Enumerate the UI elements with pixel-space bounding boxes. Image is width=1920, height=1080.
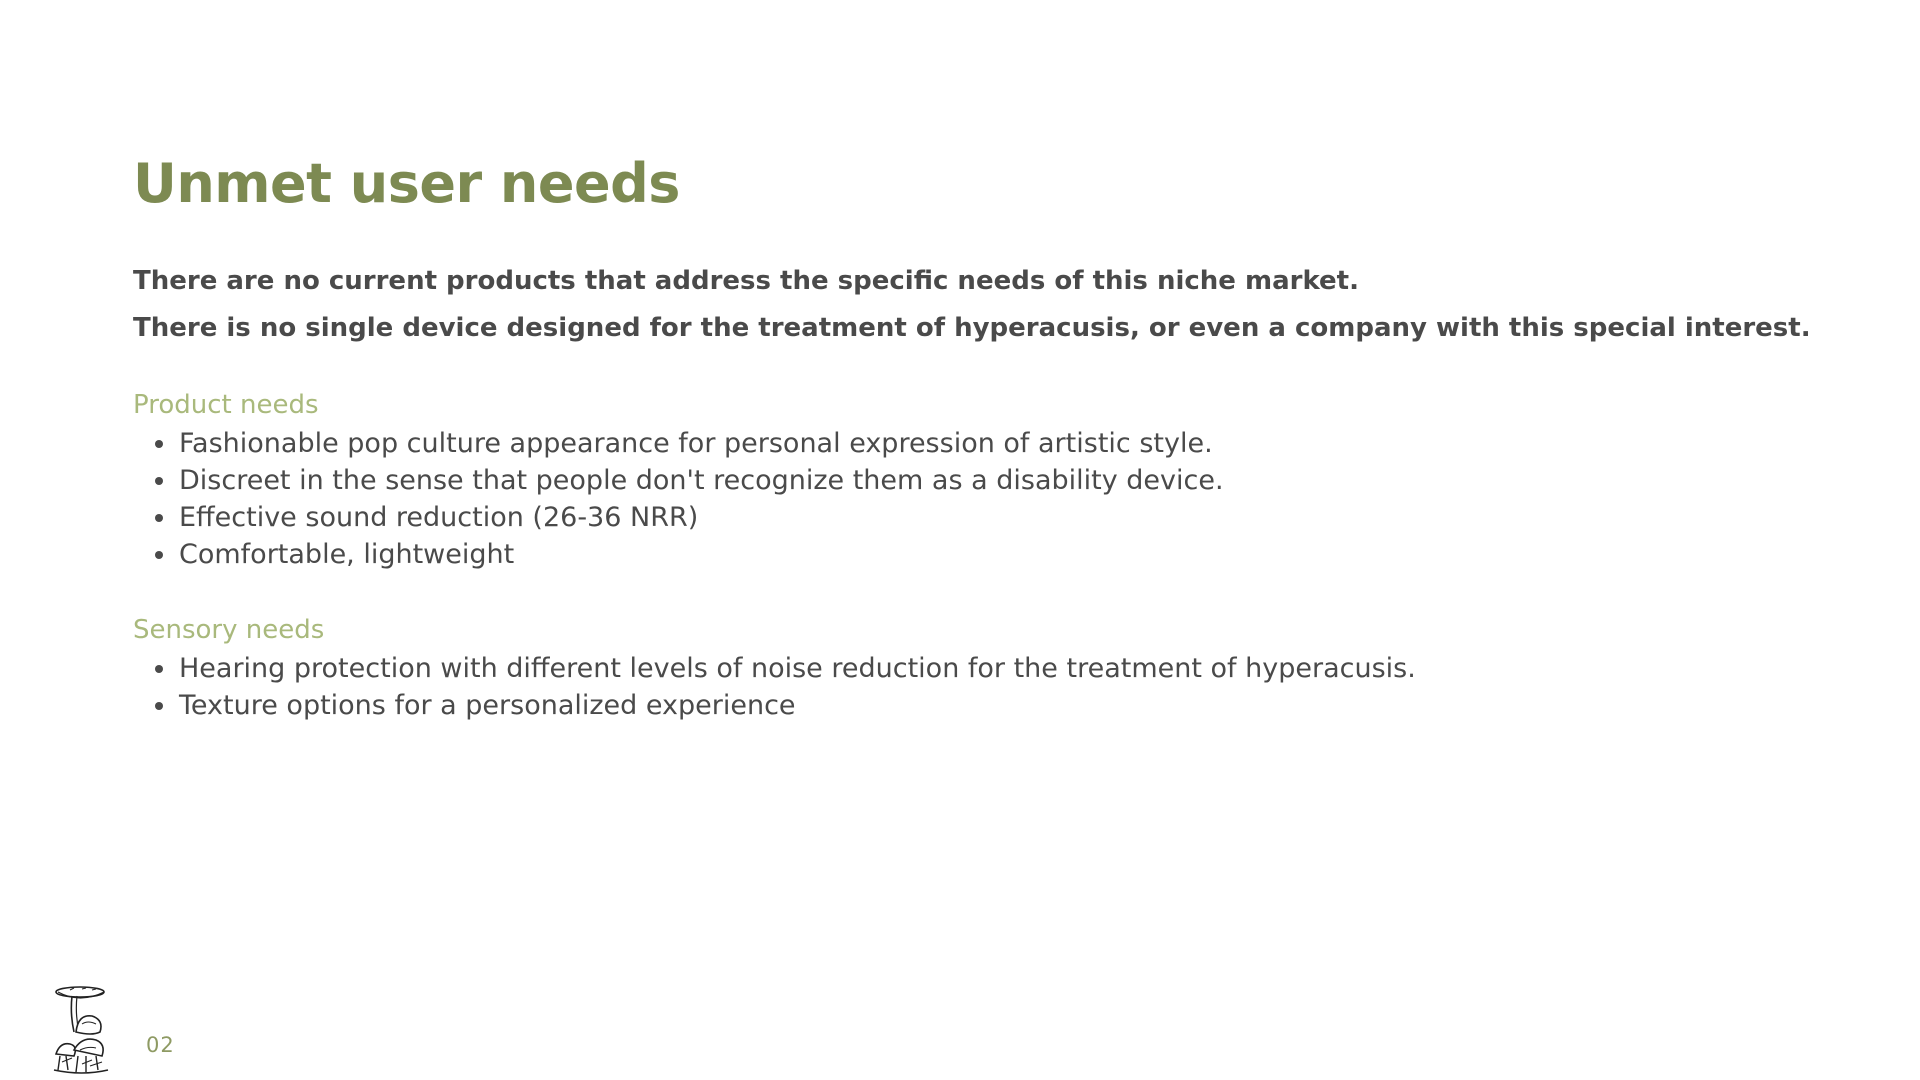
list-item — [133, 425, 1833, 462]
list-item-text: Comfortable, lightweight — [179, 539, 515, 570]
list-item-text: Fashionable pop culture appearance for personal expression of artistic style. — [179, 428, 1213, 459]
list-item — [133, 650, 1833, 687]
bullet-dot-icon — [155, 665, 163, 673]
bullet-list — [133, 425, 1833, 573]
bullet-dot-icon — [155, 514, 163, 522]
section-heading: Sensory needs — [133, 615, 325, 645]
list-item — [133, 536, 1833, 573]
bullet-dot-icon — [155, 440, 163, 448]
intro-line: There are no current products that address the specific needs of this niche market. — [133, 266, 1359, 296]
list-item — [133, 499, 1833, 536]
sensory-needs-section — [133, 610, 1833, 724]
page-number: 02 — [146, 1033, 175, 1057]
list-item-text: Hearing protection with different levels of noise reduction for the treatment of hyperacusis. — [179, 653, 1416, 684]
list-item — [133, 462, 1833, 499]
section-heading: Product needs — [133, 390, 319, 420]
product-needs-section — [133, 385, 1833, 573]
mushroom-illustration-icon — [52, 984, 112, 1074]
list-item-text: Effective sound reduction (26-36 NRR) — [179, 502, 699, 533]
list-item-text: Texture options for a personalized experience — [179, 690, 796, 721]
list-item — [133, 687, 1833, 724]
intro-line: There is no single device designed for the treatment of hyperacusis, or even a company with this special interest. — [133, 313, 1811, 343]
intro-text — [133, 258, 1833, 352]
bullet-list — [133, 650, 1833, 724]
list-item-text: Discreet in the sense that people don't recognize them as a disability device. — [179, 465, 1224, 496]
bullet-dot-icon — [155, 551, 163, 559]
bullet-dot-icon — [155, 702, 163, 710]
slide-title: Unmet user needs — [133, 152, 680, 215]
bullet-dot-icon — [155, 477, 163, 485]
